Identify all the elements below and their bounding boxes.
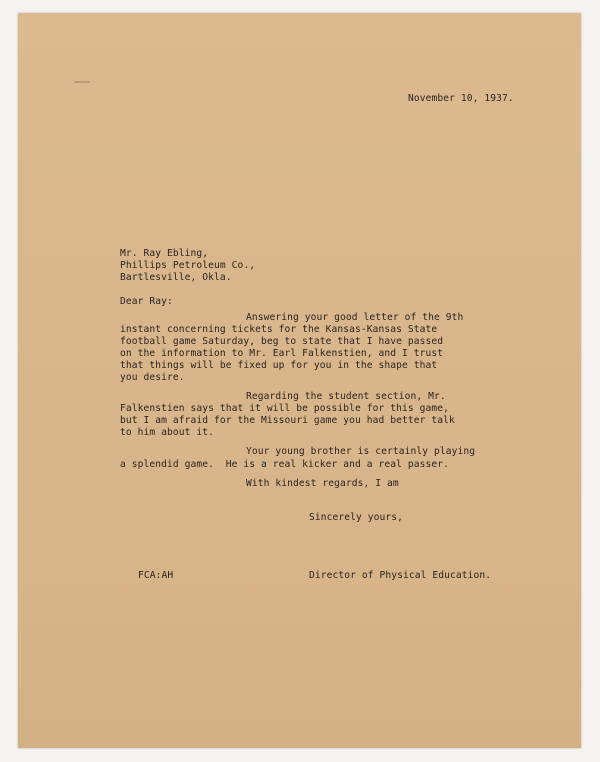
letter-page bbox=[18, 13, 581, 748]
paragraph1-line-6: you desire. bbox=[120, 372, 185, 383]
address-line-3: Bartlesville, Okla. bbox=[120, 272, 232, 283]
typist-initials: FCA:AH bbox=[138, 570, 174, 581]
salutation: Dear Ray: bbox=[120, 296, 173, 307]
paper-mark bbox=[74, 81, 90, 83]
paragraph3-line-1: Your young brother is certainly playing bbox=[246, 446, 476, 457]
address-line-2: Phillips Petroleum Co., bbox=[120, 260, 256, 271]
closing-line: With kindest regards, I am bbox=[246, 478, 399, 489]
address-line-1: Mr. Ray Ebling, bbox=[120, 248, 209, 259]
paragraph1-line-4: on the information to Mr. Earl Falkenstien, and I trust bbox=[120, 348, 444, 359]
paragraph2-line-4: to him about it. bbox=[120, 427, 215, 438]
paragraph1-line-5: that things will be fixed up for you in the shape that bbox=[120, 360, 438, 371]
paragraph3-line-2: a splendid game. He is a real kicker and a real passer. bbox=[120, 459, 450, 470]
paragraph1-line-1: Answering your good letter of the 9th bbox=[246, 312, 464, 323]
letter-date: November 10, 1937. bbox=[408, 93, 514, 104]
paragraph1-line-3: football game Saturday, beg to state that I have passed bbox=[120, 336, 444, 347]
signature-title: Director of Physical Education. bbox=[309, 570, 492, 581]
paragraph2-line-1: Regarding the student section, Mr. bbox=[246, 391, 446, 402]
paragraph1-line-2: instant concerning tickets for the Kansas-Kansas State bbox=[120, 324, 438, 335]
complimentary-close: Sincerely yours, bbox=[309, 512, 404, 523]
paragraph2-line-2: Falkenstien says that it will be possible for this game, bbox=[120, 403, 450, 414]
paragraph2-line-3: but I am afraid for the Missouri game you had better talk bbox=[120, 415, 455, 426]
